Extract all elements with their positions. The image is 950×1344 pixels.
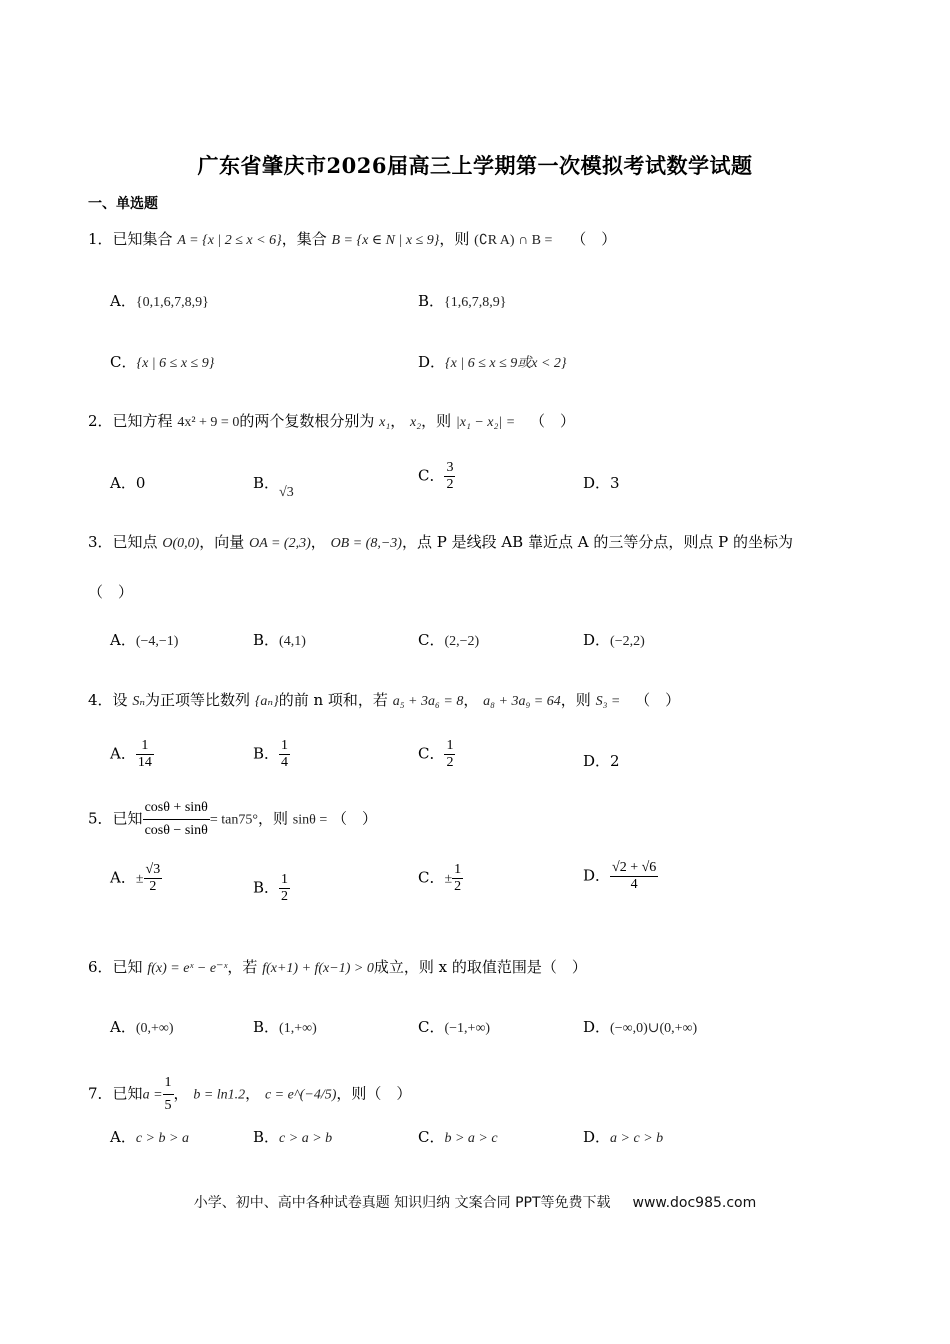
denominator: 2 [281, 889, 289, 904]
numerator: 1 [164, 1075, 172, 1090]
numerator: √3 [145, 862, 161, 877]
math-expression: 4x² + 9 = 0 [177, 415, 240, 430]
q4-option-a [110, 738, 154, 771]
question-3-stem [88, 531, 793, 555]
stem-text: ，若 [227, 958, 258, 976]
option-label: A． [110, 744, 136, 763]
q7-option-b [253, 1126, 332, 1147]
q5-option-a [110, 862, 162, 895]
option-label: C． [418, 868, 445, 887]
math-expression: b = ln1.2 [193, 1087, 246, 1103]
stem-text: ，则 [336, 1084, 367, 1103]
stem-text: 已知点 [112, 533, 158, 551]
denominator: 2 [446, 477, 454, 492]
denominator: 2 [144, 878, 163, 895]
option-label: B． [253, 1128, 280, 1146]
stem-text: ，点 P 是线段 AB 靠近点 A 的三等分点，则点 P 的坐标为 [401, 533, 793, 551]
stem-text: 已知集合 [112, 230, 173, 248]
page-title: 广东省肇庆市2026届高三上学期第一次模拟考试数学试题 [197, 153, 753, 178]
answer-parentheses: （ ） [529, 412, 575, 430]
q4-option-b [253, 738, 290, 771]
option-label: C． [418, 631, 445, 649]
q3-option-c [418, 629, 479, 650]
math-expression: x₂ [410, 415, 422, 430]
question-2-stem [88, 410, 575, 434]
option-value: (4,1) [279, 634, 306, 649]
footer-text: 小学、初中、高中各种试卷真题 知识归纳 文案合同 PPT等免费下载 [193, 1195, 611, 1211]
option-value: (−4,−1) [135, 634, 179, 649]
q6-option-c [418, 1016, 490, 1037]
footer-url-link[interactable]: www.doc985.com [632, 1195, 757, 1211]
fraction [444, 738, 455, 771]
fraction [444, 460, 455, 493]
stem-text: ，则 [560, 691, 591, 709]
numerator: √2 + √6 [612, 860, 657, 875]
q1-option-c [110, 351, 214, 372]
stem-text: 成立，则 x 的取值范围是 [373, 958, 542, 976]
answer-parentheses: （ ） [332, 809, 378, 828]
option-value: 2 [610, 752, 620, 770]
plus-minus: ± [135, 871, 144, 887]
stem-text: ， [463, 691, 479, 709]
math-expression: a₅ + 3a₆ = 8 [392, 694, 464, 709]
question-number: 5． [88, 809, 113, 828]
math-expression: O(0,0) [162, 536, 200, 551]
option-value: (0,+∞) [135, 1021, 174, 1036]
question-number: 2． [88, 412, 113, 430]
q4-option-d [583, 750, 620, 771]
math-expression: f(x+1) + f(x−1) > 0 [262, 961, 374, 976]
answer-parentheses: （ ） [635, 691, 681, 709]
option-label: A． [110, 631, 136, 649]
fraction [144, 862, 163, 895]
q2-option-c [418, 460, 455, 493]
option-label: C． [418, 466, 445, 485]
option-label: A． [110, 292, 136, 310]
stem-text: 的前 n 项和，若 [278, 691, 388, 709]
option-label: B． [418, 292, 445, 310]
numerator: 1 [454, 862, 462, 877]
denominator: 14 [137, 755, 152, 770]
option-label: C． [110, 353, 137, 371]
option-label: A． [110, 474, 136, 492]
stem-text: ，则 [257, 809, 288, 828]
plus-minus: ± [444, 871, 453, 887]
stem-text: ， [310, 533, 326, 551]
option-label: D． [583, 474, 611, 492]
question-1-stem [88, 228, 616, 252]
math-expression: x₁ [379, 415, 391, 430]
numerator: 1 [281, 872, 289, 887]
fraction [279, 738, 290, 771]
option-value: 3 [610, 474, 620, 492]
fraction [610, 860, 658, 893]
math-expression: B = {x ∈ N | x ≤ 9} [331, 233, 440, 248]
option-value: (−1,+∞) [444, 1021, 491, 1036]
denominator: 5 [163, 1094, 174, 1117]
fraction [143, 797, 210, 842]
question-number: 4． [88, 691, 113, 709]
math-expression: a₈ + 3a₉ = 64 [483, 694, 561, 709]
option-label: D． [583, 866, 611, 885]
stem-text: ， [173, 1084, 189, 1103]
stem-text: 设 [112, 691, 128, 709]
q4-option-c [418, 738, 455, 771]
question-6-stem [88, 956, 587, 980]
stem-text: 为正项等比数列 [145, 691, 251, 709]
stem-text: 的两个复数根分别为 [239, 412, 375, 430]
math-expression: Sₙ [132, 694, 146, 709]
math-expression: f(x) = eˣ − e⁻ˣ [147, 961, 228, 976]
q3-option-b [253, 629, 306, 650]
numerator: 1 [446, 738, 454, 753]
q2-option-b [253, 472, 294, 500]
option-value: {0,1,6,7,8,9} [135, 295, 209, 310]
question-number: 7． [88, 1084, 113, 1103]
option-value: c > a > b [279, 1131, 333, 1146]
q1-option-d [418, 351, 567, 372]
q7-option-c [418, 1126, 498, 1147]
denominator: 4 [281, 755, 289, 770]
math-expression: A = {x | 2 ≤ x < 6} [177, 233, 282, 248]
numerator: 3 [446, 460, 454, 475]
numerator: cosθ + sinθ [144, 800, 208, 815]
option-value: (−2,2) [610, 634, 645, 649]
fraction [163, 1072, 174, 1117]
q2-option-d [583, 472, 620, 493]
numerator: 1 [281, 738, 289, 753]
q3-option-a [110, 629, 178, 650]
stem-text: 已知 [112, 958, 143, 976]
math-expression: c = e^(−4/5) [264, 1087, 337, 1103]
denominator: 2 [454, 879, 462, 894]
option-label: B． [253, 1018, 280, 1036]
denominator: cosθ − sinθ [143, 819, 210, 842]
question-7-stem [88, 1072, 411, 1117]
option-label: B． [253, 474, 280, 492]
stem-text: 已知 [112, 809, 143, 828]
denominator: 4 [610, 876, 658, 893]
question-number: 1． [88, 230, 113, 248]
option-value: c > b > a [135, 1131, 189, 1146]
q1-option-b [418, 290, 506, 311]
option-label: D． [583, 631, 611, 649]
question-3-paren [88, 581, 133, 603]
question-number: 3． [88, 533, 113, 551]
math-expression: a = [142, 1087, 163, 1103]
option-label: A． [110, 1018, 136, 1036]
stem-text: 已知 [112, 1084, 143, 1103]
stem-text: 已知方程 [112, 412, 173, 430]
option-label: D． [418, 353, 446, 371]
q7-option-d [583, 1126, 663, 1147]
q3-option-d [583, 629, 645, 650]
option-label: D． [583, 1128, 611, 1146]
option-label: B． [253, 878, 280, 897]
option-value: a > c > b [610, 1131, 664, 1146]
option-value: (1,+∞) [279, 1021, 317, 1036]
option-label: C． [418, 1128, 445, 1146]
fraction [279, 872, 290, 905]
option-value: (−∞,0)∪(0,+∞) [610, 1021, 698, 1036]
option-value: 0 [135, 474, 146, 492]
option-label: C． [418, 744, 445, 763]
option-value: (2,−2) [444, 634, 480, 649]
q6-option-a [110, 1016, 174, 1037]
answer-parentheses: （ ） [541, 958, 587, 976]
q5-option-d [583, 860, 658, 893]
option-label: D． [583, 752, 611, 770]
stem-text: ，集合 [281, 230, 327, 248]
stem-text: ，向量 [199, 533, 245, 551]
stem-text: ， [245, 1084, 261, 1103]
answer-parentheses: （ ） [88, 583, 134, 601]
option-label: C． [418, 1018, 445, 1036]
q2-option-a [110, 472, 145, 493]
option-label: A． [110, 868, 136, 887]
question-4-stem [88, 689, 680, 713]
answer-parentheses: （ ） [571, 230, 617, 248]
math-expression: S₃ = [595, 694, 621, 709]
option-label: D． [583, 1018, 611, 1036]
stem-text: ，则 [421, 412, 452, 430]
q6-option-b [253, 1016, 317, 1037]
stem-text: ，则 [439, 230, 470, 248]
option-value: {1,6,7,8,9} [444, 295, 507, 310]
math-expression: OB = (8,−3) [330, 536, 402, 551]
option-label: B． [253, 744, 280, 763]
math-expression: sinθ = [292, 812, 328, 828]
stem-text: ， [390, 412, 406, 430]
q5-option-b [253, 872, 290, 905]
option-value: {x | 6 ≤ x ≤ 9或x < 2} [445, 356, 567, 371]
page-footer [0, 1192, 950, 1212]
q7-option-a [110, 1126, 189, 1147]
option-value: √3 [279, 485, 294, 500]
fraction [452, 862, 463, 895]
fraction [136, 738, 154, 771]
option-value: b > a > c [444, 1131, 498, 1146]
q1-option-a [110, 290, 209, 311]
question-5-stem [88, 797, 377, 842]
option-value: {x | 6 ≤ x ≤ 9} [136, 356, 215, 371]
math-expression: |x₁ − x₂| = [455, 415, 516, 430]
math-expression: {aₙ} [254, 694, 279, 709]
answer-parentheses: （ ） [366, 1084, 412, 1103]
denominator: 2 [446, 755, 454, 770]
numerator: 1 [141, 738, 149, 753]
math-expression: OA = (2,3) [249, 536, 311, 551]
q5-option-c [418, 862, 463, 895]
option-label: A． [110, 1128, 136, 1146]
q6-option-d [583, 1016, 697, 1037]
question-number: 6． [88, 958, 113, 976]
math-expression: (∁R A) ∩ B = [474, 233, 553, 248]
math-expression: = tan75° [209, 812, 258, 828]
option-label: B． [253, 631, 280, 649]
section-heading: 一、单选题 [88, 196, 158, 212]
